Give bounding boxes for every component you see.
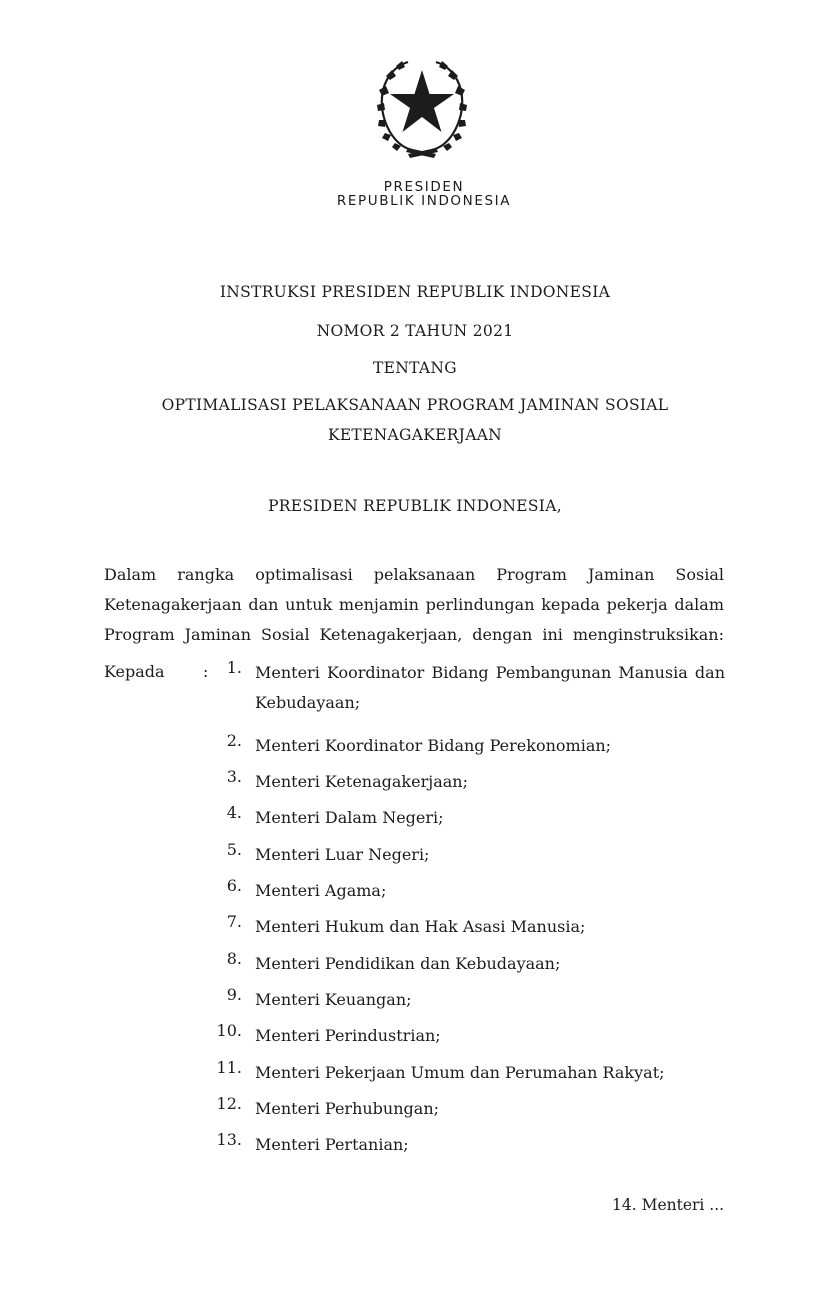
document-subject-line1: OPTIMALISASI PELAKSANAAN PROGRAM JAMINAN SOSIAL: [161, 396, 669, 414]
list-item-text: Menteri Koordinator Bidang Perekonomian;: [255, 736, 612, 755]
list-item-text: Menteri Pendidikan dan Kebudayaan;: [255, 954, 561, 973]
list-item-number: 4.: [226, 803, 242, 822]
addressees-colon: :: [203, 662, 209, 681]
intro-line-1: Dalam rangka optimalisasi pelaksanaan Program Jaminan Sosial: [104, 565, 724, 584]
list-item-number: 11.: [216, 1058, 242, 1077]
document-type-title: INSTRUKSI PRESIDEN REPUBLIK INDONESIA: [219, 283, 611, 301]
list-item-text: Menteri Keuangan;: [255, 990, 412, 1009]
list-item-text: Menteri Luar Negeri;: [255, 845, 430, 864]
list-item-text: Menteri Dalam Negeri;: [255, 808, 444, 827]
document-number: NOMOR 2 TAHUN 2021: [316, 322, 514, 340]
list-item-number: 12.: [216, 1094, 242, 1113]
page-continuation-marker: 14. Menteri ...: [612, 1196, 725, 1214]
list-item-number: 2.: [226, 731, 242, 750]
list-item-number: 13.: [216, 1130, 242, 1149]
list-item-number: 5.: [226, 840, 242, 859]
list-item-text: Menteri Perhubungan;: [255, 1099, 440, 1118]
list-item-number: 1.: [226, 658, 242, 677]
letterhead-line-president: PRESIDEN: [383, 179, 465, 195]
list-item-number: 8.: [226, 949, 242, 968]
list-item-text: Menteri Perindustrian;: [255, 1026, 441, 1045]
presidential-emblem-icon: [368, 52, 476, 160]
list-item-text: Menteri Hukum dan Hak Asasi Manusia;: [255, 917, 586, 936]
list-item-text: Menteri Koordinator Bidang Pembangunan Manusia dan Kebudayaan;: [255, 663, 725, 712]
list-item-number: 9.: [226, 985, 242, 1004]
addressees-label: Kepada: [104, 662, 165, 681]
list-item-number: 3.: [226, 767, 242, 786]
issuer-line: PRESIDEN REPUBLIK INDONESIA,: [268, 497, 562, 515]
letterhead-line-republic: REPUBLIK INDONESIA: [336, 193, 512, 209]
list-item-number: 6.: [226, 876, 242, 895]
list-item-text: Menteri Pekerjaan Umum dan Perumahan Rakyat;: [255, 1063, 665, 1082]
list-item-text: Menteri Agama;: [255, 881, 387, 900]
intro-line-2: Ketenagakerjaan dan untuk menjamin perlindungan kepada pekerja dalam: [104, 595, 724, 614]
list-item-number: 7.: [226, 912, 242, 931]
list-item-text: Menteri Ketenagakerjaan;: [255, 772, 468, 791]
intro-line-3: Program Jaminan Sosial Ketenagakerjaan, dengan ini menginstruksikan:: [104, 625, 724, 644]
intro-paragraph: [104, 560, 724, 650]
document-about-label: TENTANG: [373, 359, 457, 377]
list-item-number: 10.: [216, 1021, 242, 1040]
list-item-text: Menteri Pertanian;: [255, 1135, 409, 1154]
document-subject-line2: KETENAGAKERJAAN: [327, 426, 503, 444]
